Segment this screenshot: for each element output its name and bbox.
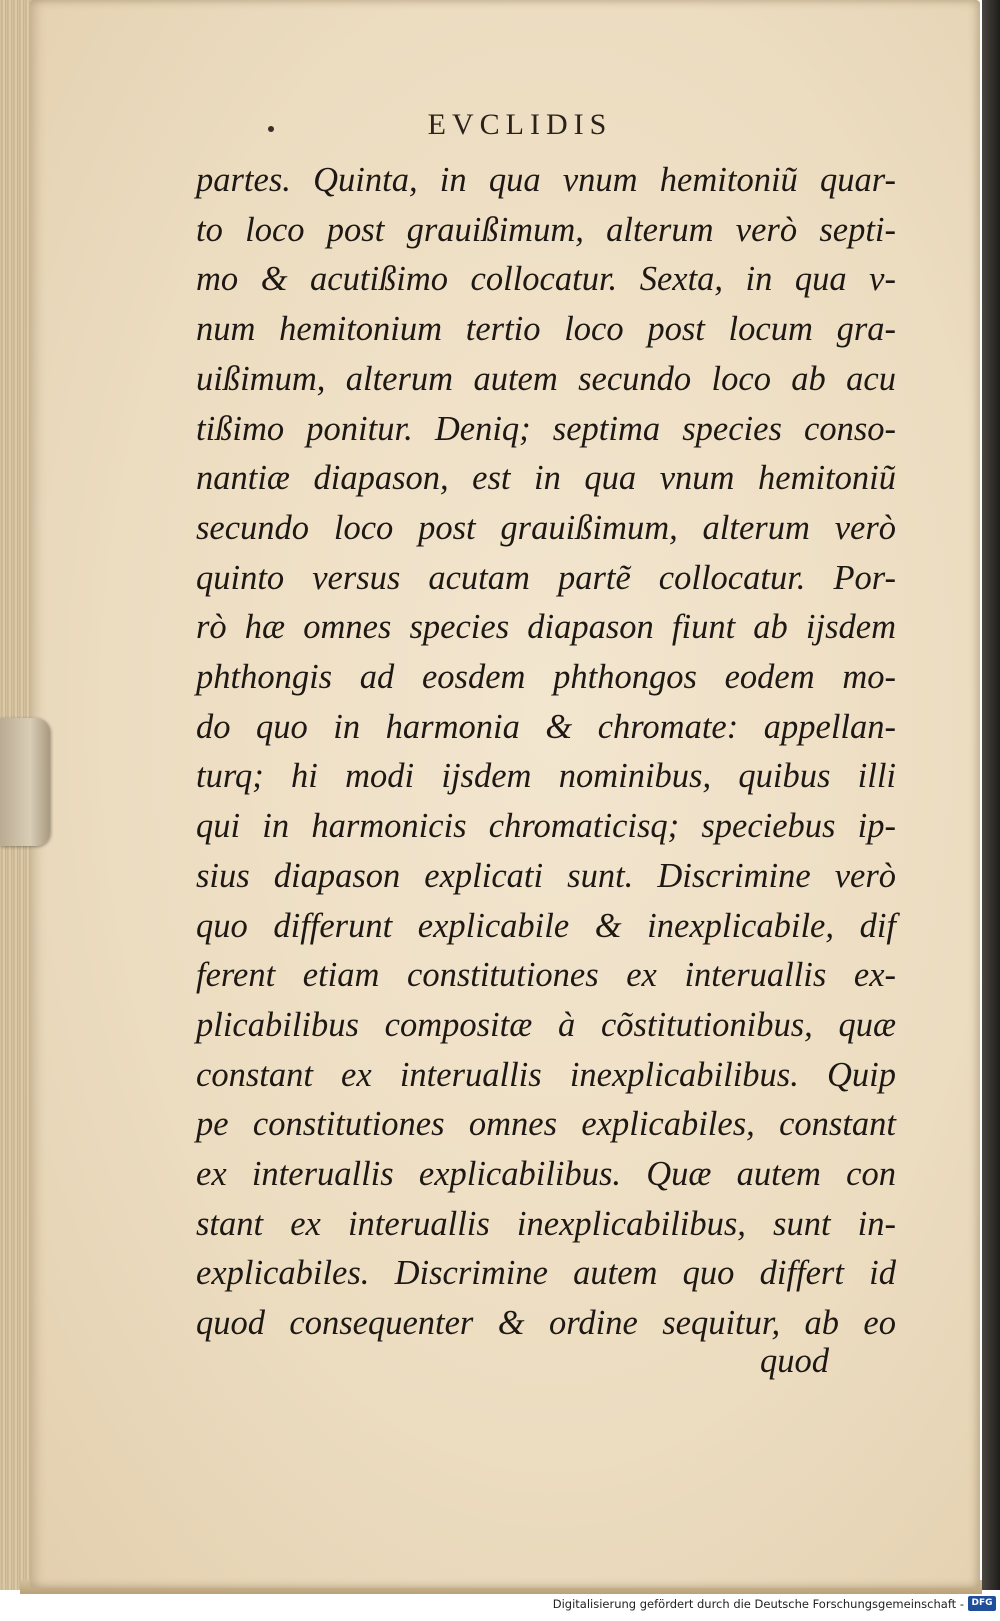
text-line: partes. Quinta, in qua vnum hemitoniũ quar- — [196, 161, 896, 199]
page-clip — [0, 718, 50, 846]
text-line: turq; hi modi ijsdem nominibus, quibus illi — [196, 757, 896, 796]
text-line: plicabilibus compositæ à cõstitutionibus, quæ — [196, 1005, 896, 1044]
text-line: pe constitutiones omnes explicabiles, constant — [196, 1105, 896, 1144]
text-line: secundo loco post grauißimum, alterum verò — [196, 508, 896, 547]
text-line: ferent etiam constitutiones ex interuallis ex- — [196, 956, 896, 995]
text-line: mo & acutißimo collocatur. Sexta, in qua v- — [196, 260, 896, 299]
text-line: phthongis ad eosdem phthongos eodem mo- — [196, 658, 896, 697]
footer-credit: Digitalisierung gefördert durch die Deutsche Forschungsgemeinschaft - — [552, 1597, 964, 1611]
text-line: num hemitonium tertio loco post locum gra- — [196, 310, 896, 349]
dfg-logo: DFG — [968, 1596, 996, 1611]
text-line: rò hæ omnes species diapason fiunt ab ijsdem — [196, 608, 896, 647]
text-line: tißimo ponitur. Deniq; septima species conso- — [196, 409, 896, 448]
text-line: uißimum, alterum autem secundo loco ab acu — [196, 359, 896, 398]
text-line: quod consequenter & ordine sequitur, ab eo — [196, 1304, 896, 1343]
text-line: explicabiles. Discrimine autem quo differt id — [196, 1254, 896, 1293]
text-line: quinto versus acutam partẽ collocatur. Por- — [196, 558, 896, 597]
text-line: constant ex interuallis inexplicabilibus. Quip — [196, 1055, 896, 1094]
text-line: do quo in harmonia & chromate: appellan- — [196, 707, 896, 746]
body-text — [196, 156, 896, 1349]
book-binding — [982, 0, 1000, 1590]
catchword: quod — [760, 1342, 829, 1380]
text-line: quo differunt explicabile & inexplicabile, dif — [196, 906, 896, 945]
digitization-footer — [0, 1594, 1000, 1621]
text-line: qui in harmonicis chromaticisq; speciebus ip- — [196, 807, 896, 846]
text-line: sius diapason explicati sunt. Discrimine verò — [196, 856, 896, 895]
text-line: nantiæ diapason, est in qua vnum hemitoniũ — [196, 459, 896, 498]
text-line: to loco post grauißimum, alterum verò septi- — [196, 210, 896, 249]
text-line: stant ex interuallis inexplicabilibus, sunt in- — [196, 1204, 896, 1243]
text-line: ex interuallis explicabilibus. Quæ autem con — [196, 1155, 896, 1194]
running-head: EVCLIDIS — [427, 108, 613, 141]
